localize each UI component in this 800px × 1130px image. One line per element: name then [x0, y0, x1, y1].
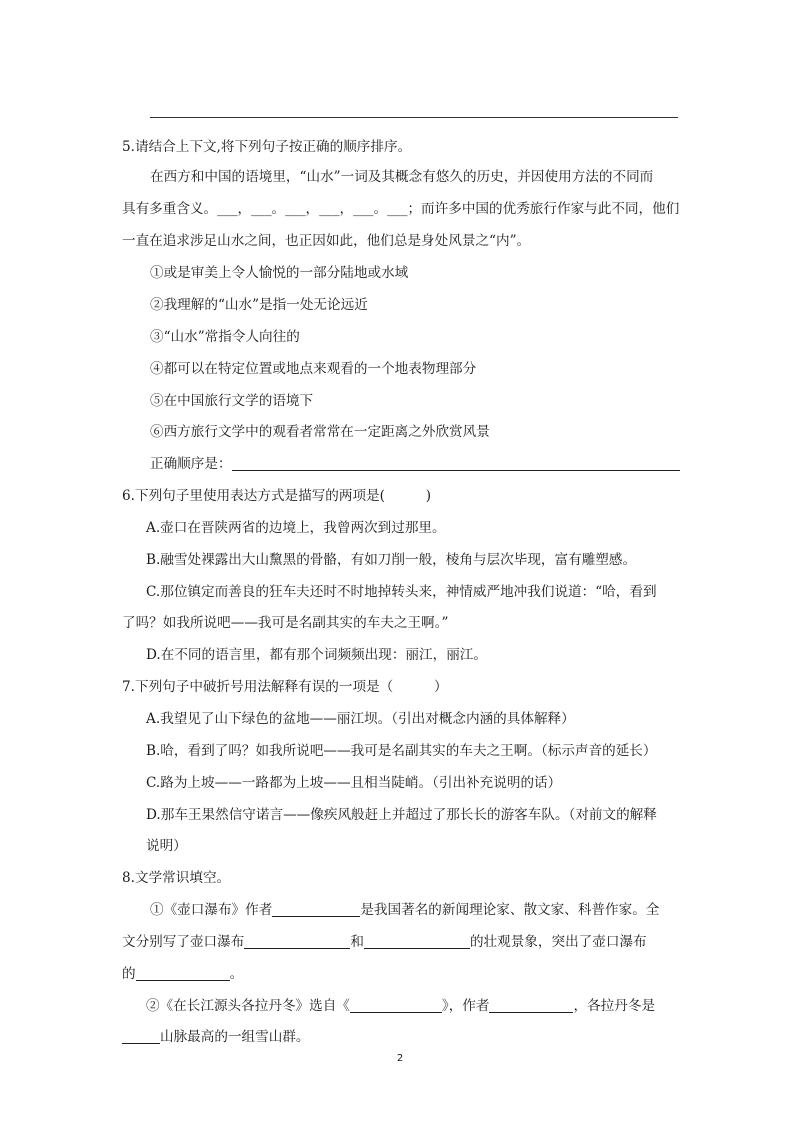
q8-blank-author-1[interactable]	[272, 902, 360, 917]
q8-text: 。	[229, 966, 244, 982]
q5-option-3: ③“山水”常指令人向往的	[150, 329, 300, 345]
q7-option-c: C.路为上坡——一路都为上坡——且相当陡峭。（引出补充说明的话）	[146, 775, 562, 791]
q6-option-d: D.在不同的语言里，都有那个词频频出现：丽江，丽江。	[146, 647, 487, 663]
q8-text: 的壮观景象，突出了壶口瀑布	[469, 934, 647, 950]
q5-answer-blank[interactable]	[232, 456, 680, 471]
q5-option-1: ①或是审美上令人愉悦的一部分陆地或水域	[150, 265, 409, 281]
q8-line-5	[122, 1027, 310, 1047]
q5-para-line-3: 一直在追求涉足山水之间，也正因如此，他们总是身处风景之“内”。	[122, 233, 531, 249]
q5-option-4: ④都可以在特定位置或地点来观看的一个地表物理部分	[150, 361, 477, 377]
q8-text: ②《在长江源头各拉丹冬》选自《	[146, 998, 350, 1014]
q8-blank-source[interactable]	[350, 998, 442, 1013]
q8-line-3	[122, 964, 243, 984]
q8-blank-scene-2[interactable]	[364, 934, 470, 949]
header-rule	[150, 117, 678, 118]
q7-option-a: A.我望见了山下绿色的盆地——丽江坝。（引出对概念内涵的具体解释）	[146, 711, 575, 727]
q8-text: ，各拉丹冬是	[573, 998, 656, 1014]
q8-title: 8.文学常识填空。	[122, 870, 231, 886]
q7-title: 7.下列句子中破折号用法解释有误的一项是（ ）	[122, 679, 448, 695]
q8-blank-scene-1[interactable]	[244, 934, 350, 949]
q8-text: 山脉最高的一组雪山群。	[160, 1029, 310, 1045]
q8-text: ①《壶口瀑布》作者	[150, 902, 273, 918]
q5-title: 5.请结合上下文,将下列句子按正确的顺序排序。	[122, 139, 412, 155]
q6-option-b: B.融雪处裸露出大山黧黑的骨骼，有如刀削一般，棱角与层次毕现，富有雕塑感。	[146, 552, 637, 568]
q7-option-d-line-2: 说明）	[146, 838, 187, 854]
q6-option-a: A.壶口在晋陕两省的边境上，我曾两次到过那里。	[146, 520, 446, 536]
q8-line-1	[150, 900, 659, 920]
q8-text: 是我国著名的新闻理论家、散文家、科普作家。全	[360, 902, 660, 918]
q8-text: 和	[350, 934, 364, 950]
q8-blank-mountain[interactable]	[122, 1029, 160, 1044]
q5-answer-label: 正确顺序是：	[150, 456, 232, 472]
q8-text: 的	[122, 966, 136, 982]
q5-option-6: ⑥西方旅行文学中的观看者常常在一定距离之外欣赏风景	[150, 424, 490, 440]
q7-option-d-line-1: D.那车王果然信守诺言——像疾风般赶上并超过了那长长的游客车队。（对前文的解释	[146, 807, 657, 823]
q5-para-line-2: 具有多重含义。___，___。___，___，___。___；而许多中国的优秀旅行作家与此不同，他们	[122, 201, 680, 217]
q6-option-c-line-1: C.那位镇定而善良的狂车夫还时不时地掉转头来，神情威严地冲我们说道：“哈，看到	[146, 584, 657, 600]
q8-text: 》，作者	[441, 998, 490, 1014]
q5-option-5: ⑤在中国旅行文学的语境下	[150, 393, 314, 409]
q5-answer-line	[150, 454, 680, 474]
q7-option-b: B.哈，看到了吗？如我所说吧——我可是名副其实的车夫之王啊。（标示声音的延长）	[146, 743, 657, 759]
q8-line-4	[146, 996, 655, 1016]
q6-title: 6.下列句子里使用表达方式是描写的两项是( )	[122, 488, 432, 504]
q8-blank-author-2[interactable]	[489, 998, 573, 1013]
q8-blank-feature[interactable]	[136, 966, 230, 981]
q5-para-line-1: 在西方和中国的语境里，“山水”一词及其概念有悠久的历史，并因使用方法的不同而	[150, 169, 654, 185]
q6-option-c-line-2: 了吗？如我所说吧——我可是名副其实的车夫之王啊。”	[122, 615, 449, 631]
q5-option-2: ②我理解的“山水”是指一处无论远近	[150, 297, 368, 313]
q8-line-2	[122, 932, 647, 952]
q8-text: 文分别写了壶口瀑布	[122, 934, 245, 950]
page-number: 2	[396, 1053, 404, 1064]
